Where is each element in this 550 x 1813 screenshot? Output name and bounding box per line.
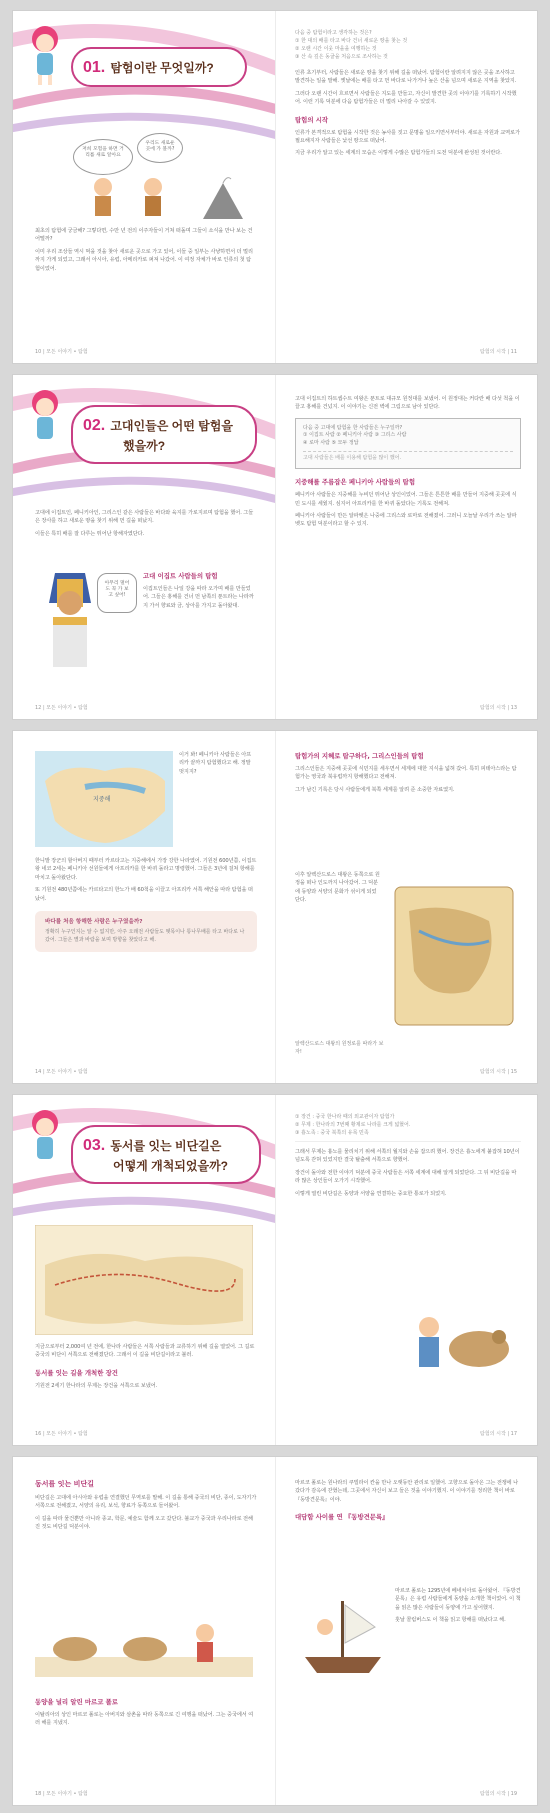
body-text (35, 1343, 257, 1394)
body-text (295, 29, 521, 162)
paragraph: 지금으로부터 2,000여 년 전에, 한나라 사람들은 서쪽 사람들과 교류하기 위해 길을 열었어. 그 길로 중국의 비단이 서쪽으로 전해졌단다. 그래서 이 길을 비단길이라고 불러. (35, 1344, 255, 1359)
speech-bubble: 우리도 새로운 곳에 가 볼까? (137, 133, 183, 163)
body-text (35, 509, 257, 542)
page-17 (277, 1095, 538, 1445)
body-text (35, 857, 257, 960)
paragraph: 그래서 무제는 흉노를 물리치기 위해 서쪽의 월지와 손을 잡으려 했어. 장건은 흉노에게 붙잡혀 10년이 넘도록 갇혀 있었지만 결국 탈출해 서쪽으로 향했어. (295, 1149, 520, 1164)
option: ② 오랜 시간 이웃 마을을 여행하는 것 (295, 46, 377, 52)
paragraph: 마르코 폴로는 원나라의 쿠빌라이 칸을 만나 오랫동안 관리로 일했어. 고향으로 돌아온 그는 전쟁에 나갔다가 감옥에 갇혔는데, 그곳에서 자신이 보고 들은 것을 이야기했지. 이 이야기를 정리한 책이 바로 『동방견문록』이야. (295, 1480, 519, 1503)
paragraph: 최초의 탐험에 궁금해? 그렇다면, 수만 년 전의 이주자들이 거쳐 떠돌며 그들이 소식을 만나 보는 건 어떨까? (35, 228, 253, 243)
info-box-body: 정확히 누구인지는 알 수 없지만, 아주 오래전 사람들도 뗏목이나 통나무배를 타고 바다로 나갔어. 그들은 별과 바람을 보며 방향을 찾았다고 해. (45, 929, 245, 943)
section-header: 탐험의 시작 (295, 115, 329, 124)
page-10 (13, 11, 275, 363)
paragraph: 또 기원전 480년쯤에는 카르타고의 한노가 배 60척을 이끌고 아프리카 서쪽 해안을 따라 탐험을 떠났어. (35, 887, 253, 902)
side-text (295, 871, 381, 909)
map-label: 지중해 (93, 796, 111, 803)
page-footer: 탐험의 시작 | 17 (480, 1431, 517, 1437)
ship-illustration (295, 1587, 391, 1683)
chapter-title: 동서를 잇는 비단길은 (110, 1139, 222, 1153)
paragraph: 그가 남긴 기록은 당시 사람들에게 북쪽 세계를 알려 준 소중한 자료였지. (295, 786, 455, 793)
spread-5 (12, 1456, 538, 1806)
page-footer: 탐험의 시작 | 19 (480, 1791, 517, 1797)
chapter-title: 탐험이란 무엇일까? (110, 61, 214, 75)
glossary-line: ② 무제 : 한나라의 7번째 황제로 나라를 크게 넓혔어. (295, 1122, 411, 1128)
chapter-title-line2: 했을까? (123, 439, 166, 453)
info-box (35, 911, 257, 952)
body-text (295, 1113, 521, 1202)
page-16 (13, 1095, 275, 1445)
section-header: 동서를 잇는 길을 개척한 장건 (35, 1368, 118, 1377)
paragraph: 이집트인들은 나일 강을 따라 오가며 배를 만들었어. 그들은 홍해를 건너 먼 남쪽의 푼트라는 나라까지 가서 향료와 금, 상아를 가지고 돌아왔대. (143, 586, 254, 609)
option: ① 한 대의 배를 타고 바다 건너 새로운 땅을 찾는 것 (295, 38, 408, 44)
body-text (295, 395, 521, 533)
paragraph: 고대 이집트의 하트셉수트 여왕은 푼트로 대규모 원정대를 보냈어. 이 원정대는 커다란 배 다섯 척을 이끌고 홍해를 건넜지. 이 이야기는 신전 벽에 그림으로 남아 있단다. (295, 396, 520, 411)
page-12 (13, 375, 275, 719)
body-text-2 (35, 1689, 257, 1732)
section-header: 지중해를 주름잡은 페니키아 사람들의 탐험 (295, 478, 416, 487)
girl-character-icon (23, 383, 67, 453)
speech-bubble: 아무리 멀어도 꼭 가 보고 싶어! (97, 573, 137, 613)
chapter-title-line2: 어떻게 개척되었을까? (113, 1159, 228, 1173)
paragraph: 비단길은 고대에 아시아와 유럽을 연결했던 무역로를 말해. 이 길을 통해 중국의 비단, 종이, 도자기가 서쪽으로 전해졌고, 서양의 유리, 보석, 향료가 동쪽으로 들어왔어. (35, 1495, 257, 1510)
paragraph: 인류가 본격적으로 탐험을 시작한 것은 농사를 짓고 문명을 일으키면서부터야. 새로운 자원과 교역로가 필요해지자 사람들은 낯선 땅으로 떠났어. (295, 129, 520, 145)
glossary-box (295, 1113, 521, 1142)
girl-character-icon (23, 19, 67, 89)
chapter-banner (13, 375, 275, 525)
paragraph: 이거 봐! 페니키아 사람들은 아프리카 끝까지 탐험했다고 해. 정말 멋지지? (179, 752, 252, 775)
page-14 (13, 731, 275, 1083)
chapter-title-box (71, 405, 257, 464)
chapter-title: 고대인들은 어떤 탐험을 (110, 419, 233, 433)
spread-4 (12, 1094, 538, 1446)
paragraph: 그리스인들은 지중해 곳곳에 식민지를 세우면서 세계에 대한 지식을 넓혀 갔어. 특히 피테아스라는 탐험가는 영국과 북유럽까지 항해했다고 전해져. (295, 766, 517, 781)
page-18 (13, 1457, 275, 1805)
paragraph: 고대에 이집트인, 페니키아인, 그리스인 같은 사람들은 바다와 육지를 가로지르며 탐험을 했어. 그들은 장사를 하고 새로운 땅을 찾기 위해 먼 길을 떠났지. (35, 510, 254, 525)
side-text (179, 751, 255, 780)
chapter-number: 03. (83, 1137, 106, 1154)
side-header: 고대 이집트 사람들의 탐험 (143, 572, 218, 580)
spread-1 (12, 10, 538, 364)
callout-text: 알렉산드로스 대왕의 원정로를 따라가 보자! (295, 1041, 384, 1055)
paragraph: 이미 우리 조상들 역시 먹을 것을 찾아 새로운 곳으로 가고 있어, 이들 중 일부는 사냥하면서 더 멀리까지 가게 되었고, 그래서 아시아, 유럽, 아메리카로 퍼져 나갔어. 이 여정 자체가 바로 인류의 첫 탐험이었어. (35, 248, 253, 272)
option: ③ 산 속 깊은 동굴을 처음으로 조사하는 것 (295, 54, 388, 60)
page-footer: 탐험의 시작 | 11 (480, 349, 517, 355)
page-19 (277, 1457, 538, 1805)
body-text (295, 751, 521, 798)
intro-question: 다음 중 탐험이라고 생각하는 것은? (295, 30, 372, 36)
page-footer: 16 | 모든 이야기 • 탐험 (35, 1431, 88, 1437)
page-13 (277, 375, 538, 719)
page-footer: 14 | 모든 이야기 • 탐험 (35, 1069, 88, 1075)
paragraph: 기원전 2세기 한나라의 무제는 장건을 서쪽으로 보냈어. (35, 1382, 158, 1389)
paragraph: 그러다 오랜 시간이 흐르면서 사람들은 지도를 만들고, 자신이 발견한 곳의 이야기를 기록하기 시작했어. 이런 기록 덕분에 다음 탐험가들은 더 멀리 나아갈 수 있었지. (295, 90, 517, 106)
paragraph: 마르코 폴로는 1295년에 베네치아로 돌아왔어. 『동방견문록』은 유럽 사람들에게 동양을 소개한 책이었어. 이 책을 읽은 많은 사람들이 동양에 가고 싶어했지. (395, 1588, 521, 1611)
traveler-illustration (399, 1309, 519, 1379)
paragraph: 이렇게 열린 비단길은 동양과 서양을 연결하는 중요한 통로가 되었지. (295, 1190, 447, 1197)
map-illustration (35, 751, 173, 847)
chapter-title-box (71, 1125, 261, 1184)
section-header: 동양을 널리 알린 마르코 폴로 (35, 1698, 118, 1706)
spread-2 (12, 374, 538, 720)
chapter-banner (13, 1095, 275, 1245)
page-footer: 10 | 모든 이야기 • 탐험 (35, 349, 88, 355)
paragraph: 페니키아 사람들이 만든 알파벳은 나중에 그리스와 로마로 전해졌어. 그러니 오늘날 우리가 쓰는 알파벳도 탐험 덕분이라고 할 수 있지. (295, 513, 517, 528)
glossary-line: ① 장건 : 중국 한나라 때의 외교관이자 탐험가 (295, 1114, 395, 1120)
info-box-title: 바다를 처음 항해한 사람은 누구였을까? (45, 919, 143, 926)
paragraph: 장건이 돌아와 전한 이야기 덕분에 중국 사람들은 서쪽 세계에 대해 알게 되었단다. 그 뒤 비단길을 따라 많은 상인들이 오가기 시작했어. (295, 1169, 517, 1185)
paragraph: 이후 알렉산드로스 대왕은 동쪽으로 원정을 떠나 인도까지 나아갔어. 그 덕분에 동양과 서양의 문화가 섞이게 되었단다. (295, 872, 380, 904)
page-footer: 18 | 모든 이야기 • 탐험 (35, 1791, 88, 1797)
quiz-box (295, 418, 521, 469)
paragraph: 지금 우리가 알고 있는 세계의 모습은 이렇게 수많은 탐험가들의 도전 덕분에 완성된 것이란다. (295, 150, 502, 157)
spread-3 (12, 730, 538, 1084)
section-header: 동서를 잇는 비단길 (35, 1480, 94, 1488)
glossary-line: ③ 흉노족 : 중국 북쪽의 유목 민족 (295, 1130, 369, 1136)
page-footer: 탐험의 시작 | 15 (480, 1069, 517, 1075)
body-text (295, 1479, 521, 1526)
section-header: 대담함 사이를 연 『동방견문록』 (295, 1513, 389, 1522)
paragraph: 한니발 장군의 할아버지 때부터 카르타고는 지중해에서 가장 강한 나라였어. 기원전 600년쯤, 이집트 왕 네코 2세는 페니키아 선원들에게 아프리카를 한 바퀴 돌라고 명령했어. 그들은 3년에 걸쳐 항해를 마치고 돌아왔단다. (35, 858, 257, 881)
body-text (35, 227, 255, 277)
quiz-line: ① 이집트 사람 ② 페니키아 사람 ③ 그리스 사람 (303, 432, 407, 439)
silk-road-map (35, 1225, 253, 1335)
pharaoh-illustration (35, 573, 105, 683)
quiz-line: 다음 중 고대에 탐험을 한 사람들은 누구일까? (303, 424, 403, 431)
speech-bubble: 저희 모험을 하면 거리를 새로 알아요 (73, 139, 133, 175)
paragraph: 이 길을 따라 물건뿐만 아니라 종교, 학문, 예술도 함께 오고 갔단다. 불교가 중국과 우리나라로 전해진 것도 비단길 덕분이야. (35, 1515, 253, 1531)
page-15 (277, 731, 538, 1083)
page-footer: 탐험의 시작 | 13 (480, 705, 517, 711)
girl-character-icon (23, 1103, 67, 1173)
paragraph: 페니키아 사람들은 지중해를 누비던 뛰어난 상인이었어. 그들은 튼튼한 배를 만들어 지중해 곳곳에 식민 도시를 세웠지. 심지어 아프리카를 한 바퀴 돌았다는 기록도 전해져. (295, 492, 517, 507)
paragraph: 이탈리아의 상인 마르코 폴로는 아버지와 삼촌을 따라 동쪽으로 긴 여행을 떠났어. 그는 중국에서 여러 해를 지냈지. (35, 1712, 254, 1727)
paragraph: 훗날 콜럼버스도 이 책을 읽고 항해를 떠났다고 해. (395, 1617, 506, 1624)
caravan-illustration (35, 1607, 253, 1677)
chapter-number: 02. (83, 417, 106, 434)
chapter-number: 01. (83, 59, 106, 76)
ancient-map-illustration (389, 881, 519, 1031)
section-header: 탐험가의 지혜로 탐구하다, 그리스인들의 탐험 (295, 752, 424, 760)
side-text (143, 571, 255, 614)
page-11 (277, 11, 538, 363)
body-text (35, 1479, 257, 1536)
chapter-title-box (71, 47, 247, 87)
quiz-note: 고대 사람들은 배를 이용해 탐험을 많이 했어. (303, 451, 513, 463)
page-footer: 12 | 모든 이야기 • 탐험 (35, 705, 88, 711)
quiz-line: ④ 로마 사람 ⑤ 모두 정답 (303, 440, 359, 446)
paragraph: 인류 초기부터, 사람들은 새로운 땅을 찾기 위해 길을 떠났어. 탐험이란 알려지지 않은 곳을 조사하고 발견하는 일을 말해. 옛날에는 배를 타고 먼 바다로 나가거나 높은 산을 넘으며 새로운 지역을 찾았지. (295, 70, 517, 85)
paragraph: 이들은 특히 배를 잘 다루는 뛰어난 항해자였단다. (35, 530, 145, 537)
caveman-illustration (73, 171, 253, 221)
side-text (395, 1587, 521, 1629)
